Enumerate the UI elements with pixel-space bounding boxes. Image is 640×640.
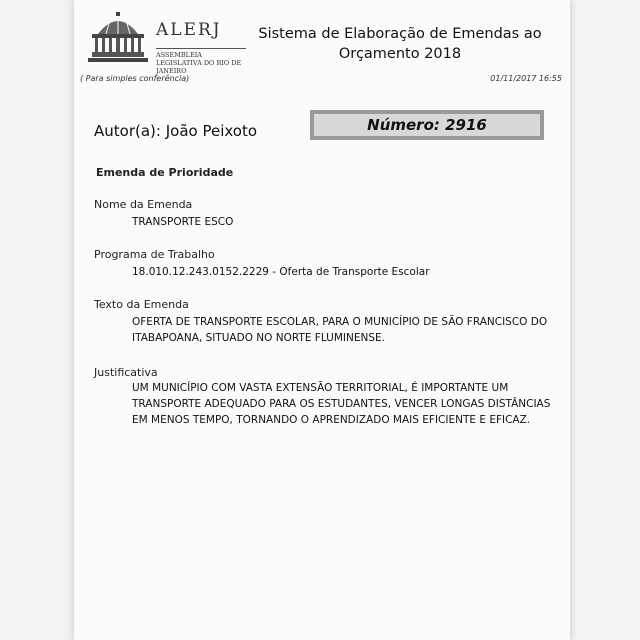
texto-line: OFERTA DE TRANSPORTE ESCOLAR, PARA O MUNICÍPIO DE SÃO FRANCISCO DO	[132, 316, 548, 328]
justificativa-line: TRANSPORTE ADEQUADO PARA OS ESTUDANTES, VENCER LONGAS DISTÂNCIAS	[132, 398, 551, 410]
system-title-line1: Sistema de Elaboração de Emendas ao	[258, 26, 542, 42]
print-datetime: 01/11/2017 16:55	[490, 74, 562, 83]
document-page	[74, 0, 570, 640]
nome-value: TRANSPORTE ESCO	[132, 216, 234, 228]
texto-line: ITABAPOANA, SITUADO NO NORTE FLUMINENSE.	[132, 332, 385, 344]
document-header	[74, 0, 570, 75]
nome-label: Nome da Emenda	[94, 198, 193, 211]
system-title	[250, 24, 550, 64]
alerj-logo	[86, 8, 242, 75]
conference-note: ( Para simples conferência)	[80, 74, 190, 83]
dome-building-icon	[86, 12, 150, 64]
texto-label: Texto da Emenda	[94, 298, 189, 311]
justificativa-value	[132, 380, 552, 428]
system-title-line2: Orçamento 2018	[338, 46, 462, 62]
justificativa-line: UM MUNICÍPIO COM VASTA EXTENSÃO TERRITORIAL, É IMPORTANTE UM	[132, 382, 509, 394]
programa-value: 18.010.12.243.0152.2229 - Oferta de Transporte Escolar	[132, 266, 430, 278]
justificativa-line: EM MENOS TEMPO, TORNANDO O APRENDIZADO MAIS EFICIENTE E EFICAZ.	[132, 414, 531, 426]
justificativa-label: Justificativa	[94, 366, 158, 379]
texto-value	[132, 314, 552, 346]
logo-subtitle: ASSEMBLEIA LEGISLATIVA DO RIO DE JANEIRO	[156, 48, 246, 75]
amendment-number-box: Número: 2916	[310, 110, 544, 140]
section-title: Emenda de Prioridade	[96, 166, 234, 179]
subheader-row	[80, 74, 562, 88]
programa-label: Programa de Trabalho	[94, 248, 215, 261]
logo-name: ALERJ	[156, 20, 222, 40]
author-name: Autor(a): João Peixoto	[94, 122, 258, 140]
